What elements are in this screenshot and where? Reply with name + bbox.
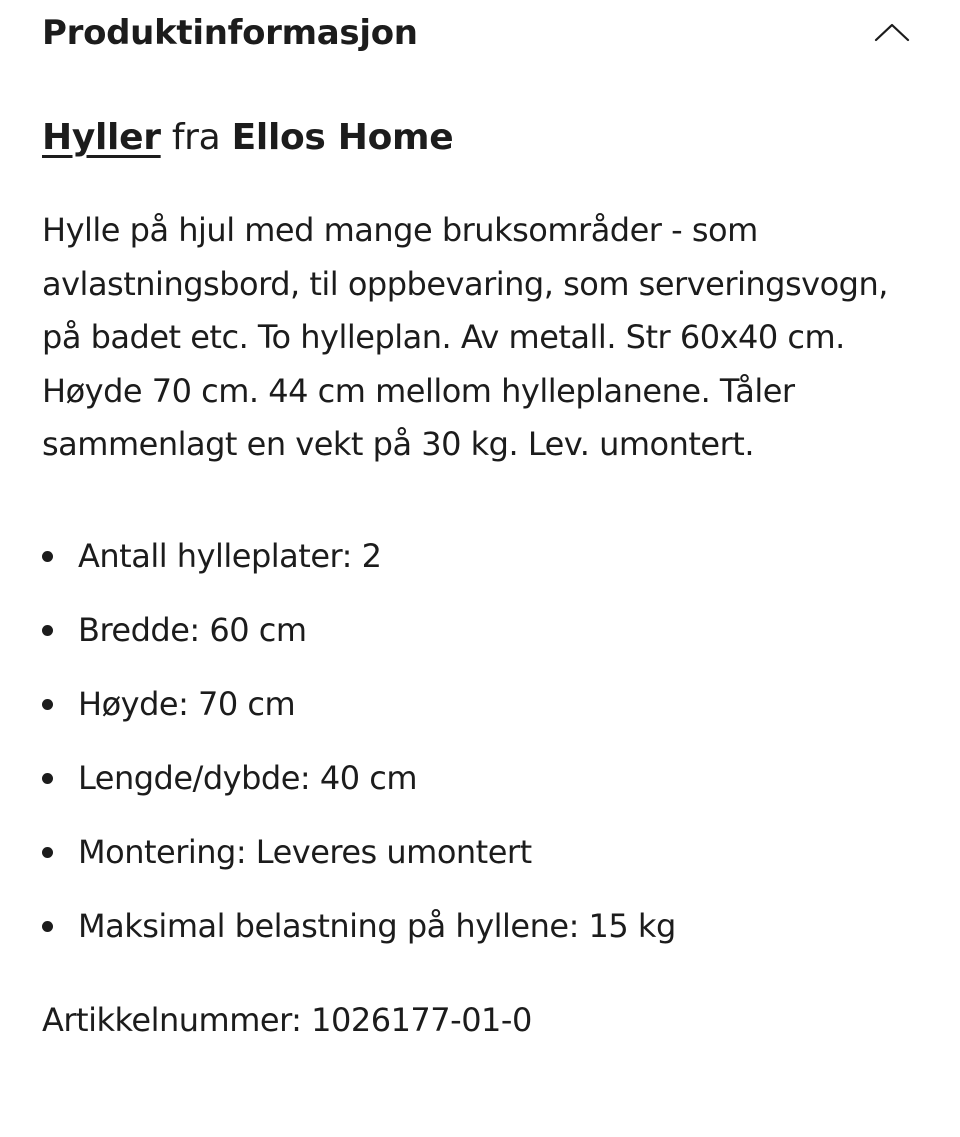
- spec-list: [42, 530, 922, 974]
- product-info-panel: [42, 0, 922, 1046]
- bullet-icon: [42, 551, 53, 562]
- article-number: Artikkelnummer: 1026177-01-0: [42, 1000, 532, 1039]
- spec-text: Maksimal belastning på hyllene: 15 kg: [78, 906, 676, 945]
- bullet-icon: [42, 847, 53, 858]
- bullet-icon: [42, 921, 53, 932]
- product-info-header[interactable]: [42, 0, 922, 70]
- spec-item: [42, 604, 922, 678]
- chevron-up-icon[interactable]: [872, 12, 912, 52]
- spec-item: [42, 826, 922, 900]
- bullet-icon: [42, 699, 53, 710]
- bullet-icon: [42, 773, 53, 784]
- spec-item: [42, 900, 922, 974]
- spec-text: Montering: Leveres umontert: [78, 832, 532, 871]
- section-title: Produktinformasjon: [42, 13, 418, 53]
- category-link[interactable]: Hyller: [42, 117, 161, 158]
- spec-item: [42, 752, 922, 826]
- spec-text: Høyde: 70 cm: [78, 684, 296, 723]
- spec-text: Lengde/dybde: 40 cm: [78, 758, 417, 797]
- brand-name: Ellos Home: [231, 117, 454, 158]
- spec-text: Bredde: 60 cm: [78, 610, 307, 649]
- product-subtitle: [42, 110, 922, 166]
- bullet-icon: [42, 625, 53, 636]
- product-description: Hylle på hjul med mange bruksområder - som avlastningsbord, til oppbevaring, som serveringsvogn, på badet etc. To hylleplan. Av metall. Str 60x40 cm. Høyde 70 cm. 44 cm mellom hylleplanene. Tåler sammenlagt en vekt på 30 kg. Lev. umontert.: [42, 211, 888, 463]
- spec-item: [42, 530, 922, 604]
- subtitle-connector: fra: [171, 117, 221, 158]
- spec-item: [42, 678, 922, 752]
- spec-text: Antall hylleplater: 2: [78, 536, 382, 575]
